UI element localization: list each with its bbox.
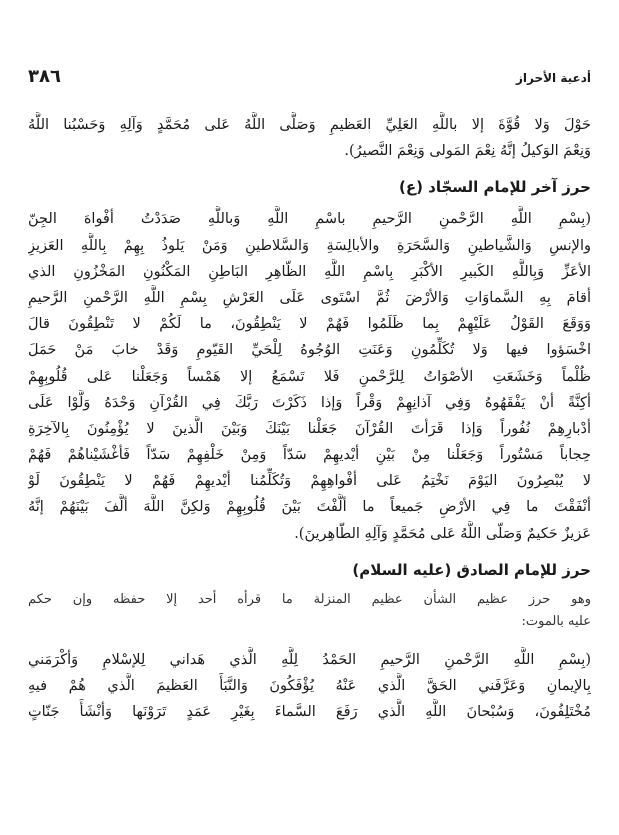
running-title: أدعية الأحراز bbox=[515, 71, 591, 85]
text-line: حَوْلَ وَلا قُوَّةَ إلا باللَّهِ العَلِيِّ العَظيمِ وَصَلَّى اللَّهُ عَلى مُحَمَّدٍ وَآلِهِ وَحَسْبُنا اللَّهُ bbox=[28, 117, 591, 133]
prayer-paragraph bbox=[28, 206, 591, 546]
text-line: أنْفَقْتَ ما فِي الأرْضِ جَميعاً ما ألَّفْتَ بَيْنَ قُلُوبِهِمْ وَلكِنَّ اللَّهَ ألَّفَ بَيْنَهُمْ إنَّهُ bbox=[28, 499, 591, 516]
note-paragraph bbox=[28, 589, 591, 633]
page-number: ٣٨٦ bbox=[28, 66, 61, 87]
text-line: ظُلْماً وَخَشَعَتِ الأصْوَاتُ لِلرَّحْمنِ فَلا تَسْمَعُ إلا هَمْساً وَجَعَلْنا عَلى قُلُوبِهِمْ bbox=[28, 368, 591, 385]
text-line: بِالإيمانِ وَعَرَّفَني الحَقَّ الَّذي عَنْهُ يُؤْفَكُونَ وَالنَّبَأَ العَظيمَ الَّذي هُمْ فيهِ bbox=[28, 678, 591, 694]
page-body bbox=[28, 112, 591, 725]
text-line: وَوَقَعَ القَوْلُ عَلَيْهِمْ بِما ظَلَمُوا فَهُمْ لا يَنْطِقُونَ، ما لَكُمْ لا تَنْطِقُونَ قالَ bbox=[28, 316, 591, 333]
text-line: لا يُبْصِرُونَ اليَوْمَ نَخْتِمُ عَلى أفْواهِهِمْ وَتُكَلِّمُنا أيْديهِمْ فَهُمْ لا يَنْطِقُونَ لَوْ bbox=[28, 473, 591, 490]
section-heading: حرز آخر للإمام السجّاد (ع) bbox=[398, 178, 591, 197]
prayer-paragraph bbox=[28, 647, 591, 726]
intro-paragraph bbox=[28, 112, 591, 164]
text-line: أقامَ بِهِ السَّماوَاتِ وَالأرْضَ ثُمَّ اسْتَوى عَلَى العَرْشِ بِسْمِ اللَّهِ الرَّحْمنِ الرَّحيمِ bbox=[28, 289, 591, 306]
text-line: وهو حرز عظيم الشأن عظيم المنزلة ما قرأه أحد إلا حفظه وإن حكم bbox=[28, 591, 591, 607]
text-line: عَزيزٌ حَكيمٌ وَصَلّى اللَّهُ عَلى مُحَمَّدٍ وَآلِهِ الطّاهِرينَ). bbox=[294, 525, 591, 542]
text-line: حِجاباً مَسْتُوراً وَجَعَلْنا مِنْ بَيْنِ أيْديهِمْ سَدّاً وَمِنْ خَلْفِهِمْ سَدّاً فَأغْشَيْناهُمْ فَهُمْ bbox=[28, 447, 591, 464]
text-line: اخْسَؤوا فيها وَلا تُكَلِّمُونِ وَعَنَتِ الوُجُوهُ لِلْحَيِّ القَيّومِ وَقَدْ خابَ مَنْ حَمَلَ bbox=[28, 342, 591, 359]
text-line: (بِسْمِ اللَّهِ الرَّحْمنِ الرَّحيمِ الحَمْدُ لِلَّهِ الَّذي هَداني لِلإسْلامِ وَأكْرَمَني bbox=[28, 651, 591, 668]
section-heading: حرز للإمام الصادق (عليه السلام) bbox=[352, 560, 591, 579]
text-line: مُخْتَلِفُونَ، وَسُبْحانَ اللَّهِ الَّذي رَفَعَ السَّماءَ بِغَيْرِ عَمَدٍ تَرَوْنَها وَأنْشَأَ جَنّاتٍ bbox=[28, 704, 591, 721]
text-line: أكِنَّةً أنْ يَفْقَهُوهُ وَفِي آذانِهِمْ وَقْراً وَإذا ذَكَرْتَ رَبَّكَ فِي القُرْآنِ وَحْدَهُ وَلَّوْا عَلَى bbox=[28, 394, 591, 411]
text-line: أدْبارِهِمْ نُفُوراً وَإذا قَرَأتَ القُرْآنَ جَعَلْنا بَيْنَكَ وَبَيْنَ الَّذينَ لا يُؤْمِنُونَ بِالآخِرَةِ bbox=[28, 420, 591, 437]
text-line: (بِسْمِ اللَّهِ الرَّحْمنِ الرَّحيمِ باسْمِ اللَّهِ وَباللَّهِ صَدَدْتُ أفْواهَ الجِنّ bbox=[28, 211, 591, 228]
page-header bbox=[28, 66, 591, 87]
text-line: وَنِعْمَ الوَكيلُ إنَّهُ نِعْمَ المَولى وَنِعْمَ النَّصيرُ). bbox=[344, 143, 591, 160]
text-line: الأعَزِّ وَبِاللَّهِ الكَبيرِ الأكْبَرِ بِاسْمِ اللَّهِ الظّاهِرِ البَاطِنِ المَكْنُونِ المَخْزُونِ الذي bbox=[28, 263, 591, 280]
text-line: عليه بالموت: bbox=[521, 613, 591, 629]
spacer bbox=[28, 633, 591, 647]
text-line: والإنسِ وَالشَّياطينِ وَالسَّحَرَةِ والأبالِسَةِ وَالسَّلاطينِ وَمَنْ يَلوذُ بِهِمْ بِاللَّهِ العَزيزِ bbox=[28, 237, 591, 254]
